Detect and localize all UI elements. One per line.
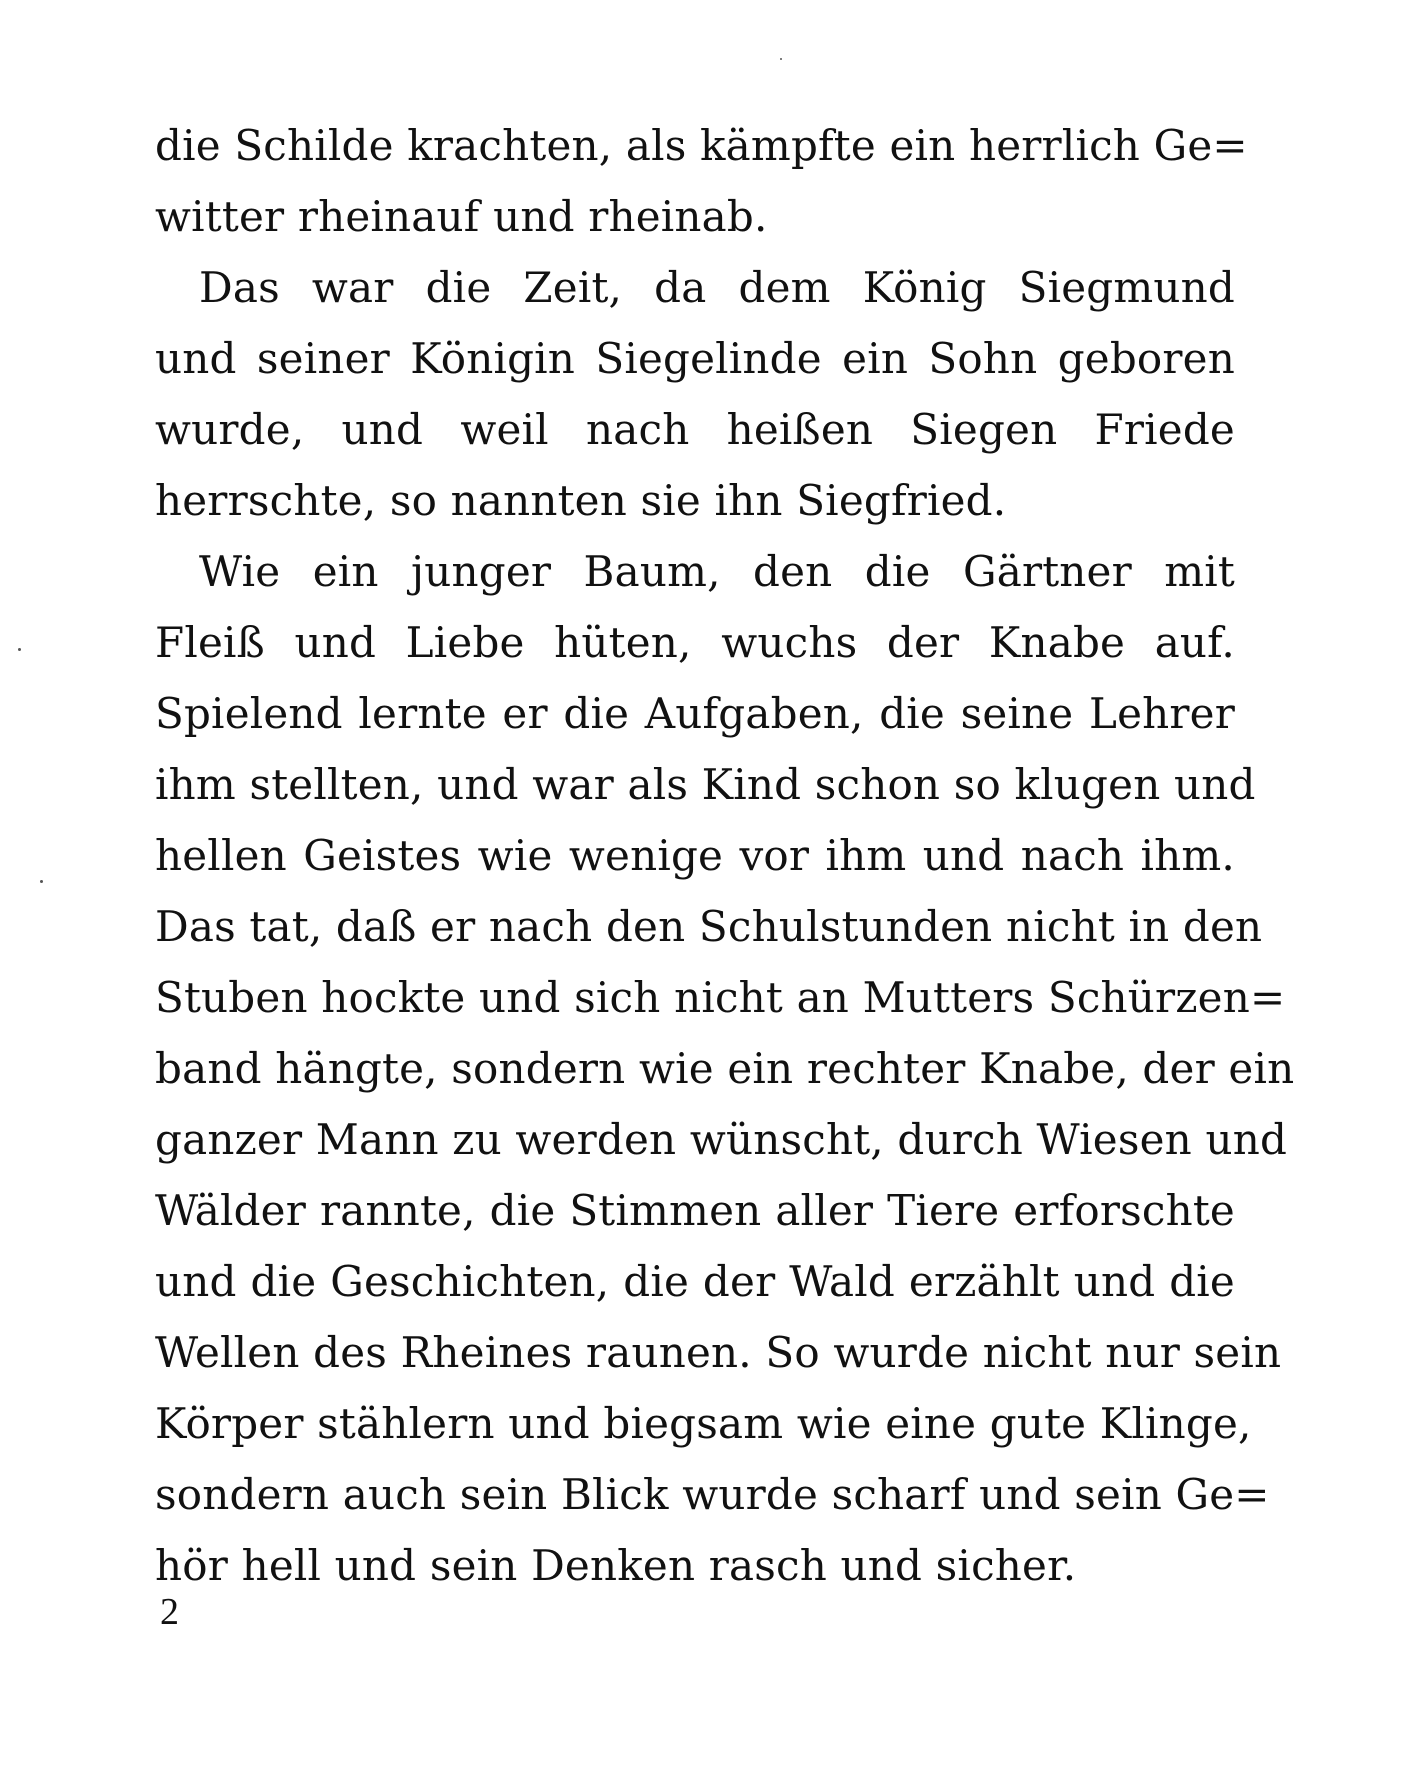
- text-line: Fleiß und Liebe hüten, wuchs der Knabe auf.: [155, 618, 1235, 667]
- text-line: sondern auch sein Blick wurde scharf und sein Ge=: [155, 1470, 1270, 1519]
- text-line: Das tat, daß er nach den Schulstunden nicht in den: [155, 902, 1263, 951]
- scan-speck: [18, 648, 21, 651]
- text-line: hellen Geistes wie wenige vor ihm und nach ihm.: [155, 831, 1235, 880]
- text-line: witter rheinauf und rheinab.: [155, 192, 768, 241]
- text-line: herrschte, so nannten sie ihn Siegfried.: [155, 476, 1007, 525]
- text-line: Wie ein junger Baum, den die Gärtner mit: [199, 547, 1235, 596]
- paragraph: [155, 252, 1235, 536]
- text-line: ihm stellten, und war als Kind schon so klugen und: [155, 760, 1256, 809]
- text-line: Das war die Zeit, da dem König Siegmund: [199, 263, 1235, 312]
- text-line: hör hell und sein Denken rasch und sicher.: [155, 1541, 1077, 1590]
- scan-speck: [40, 880, 43, 883]
- text-line: Spielend lernte er die Aufgaben, die seine Lehrer: [155, 689, 1235, 738]
- text-line: Wälder rannte, die Stimmen aller Tiere erforschte: [155, 1186, 1235, 1235]
- text-line: Körper stählern und biegsam wie eine gute Klinge,: [155, 1399, 1252, 1448]
- scan-speck: [780, 58, 782, 60]
- text-line: Stuben hockte und sich nicht an Mutters Schürzen=: [155, 973, 1286, 1022]
- text-line: Wellen des Rheines raunen. So wurde nicht nur sein: [155, 1328, 1282, 1377]
- page-number: 2: [160, 1591, 179, 1633]
- text-line: und die Geschichten, die der Wald erzählt und die: [155, 1257, 1235, 1306]
- text-line: und seiner Königin Siegelinde ein Sohn geboren: [155, 334, 1235, 383]
- body-text: [155, 110, 1295, 1601]
- text-line: wurde, und weil nach heißen Siegen Friede: [155, 405, 1235, 454]
- text-line: band hängte, sondern wie ein rechter Knabe, der ein: [155, 1044, 1295, 1093]
- paragraph: [155, 536, 1295, 1601]
- text-line: die Schilde krachten, als kämpfte ein herrlich Ge=: [155, 121, 1248, 170]
- text-line: ganzer Mann zu werden wünscht, durch Wiesen und: [155, 1115, 1288, 1164]
- paragraph: [155, 110, 1248, 252]
